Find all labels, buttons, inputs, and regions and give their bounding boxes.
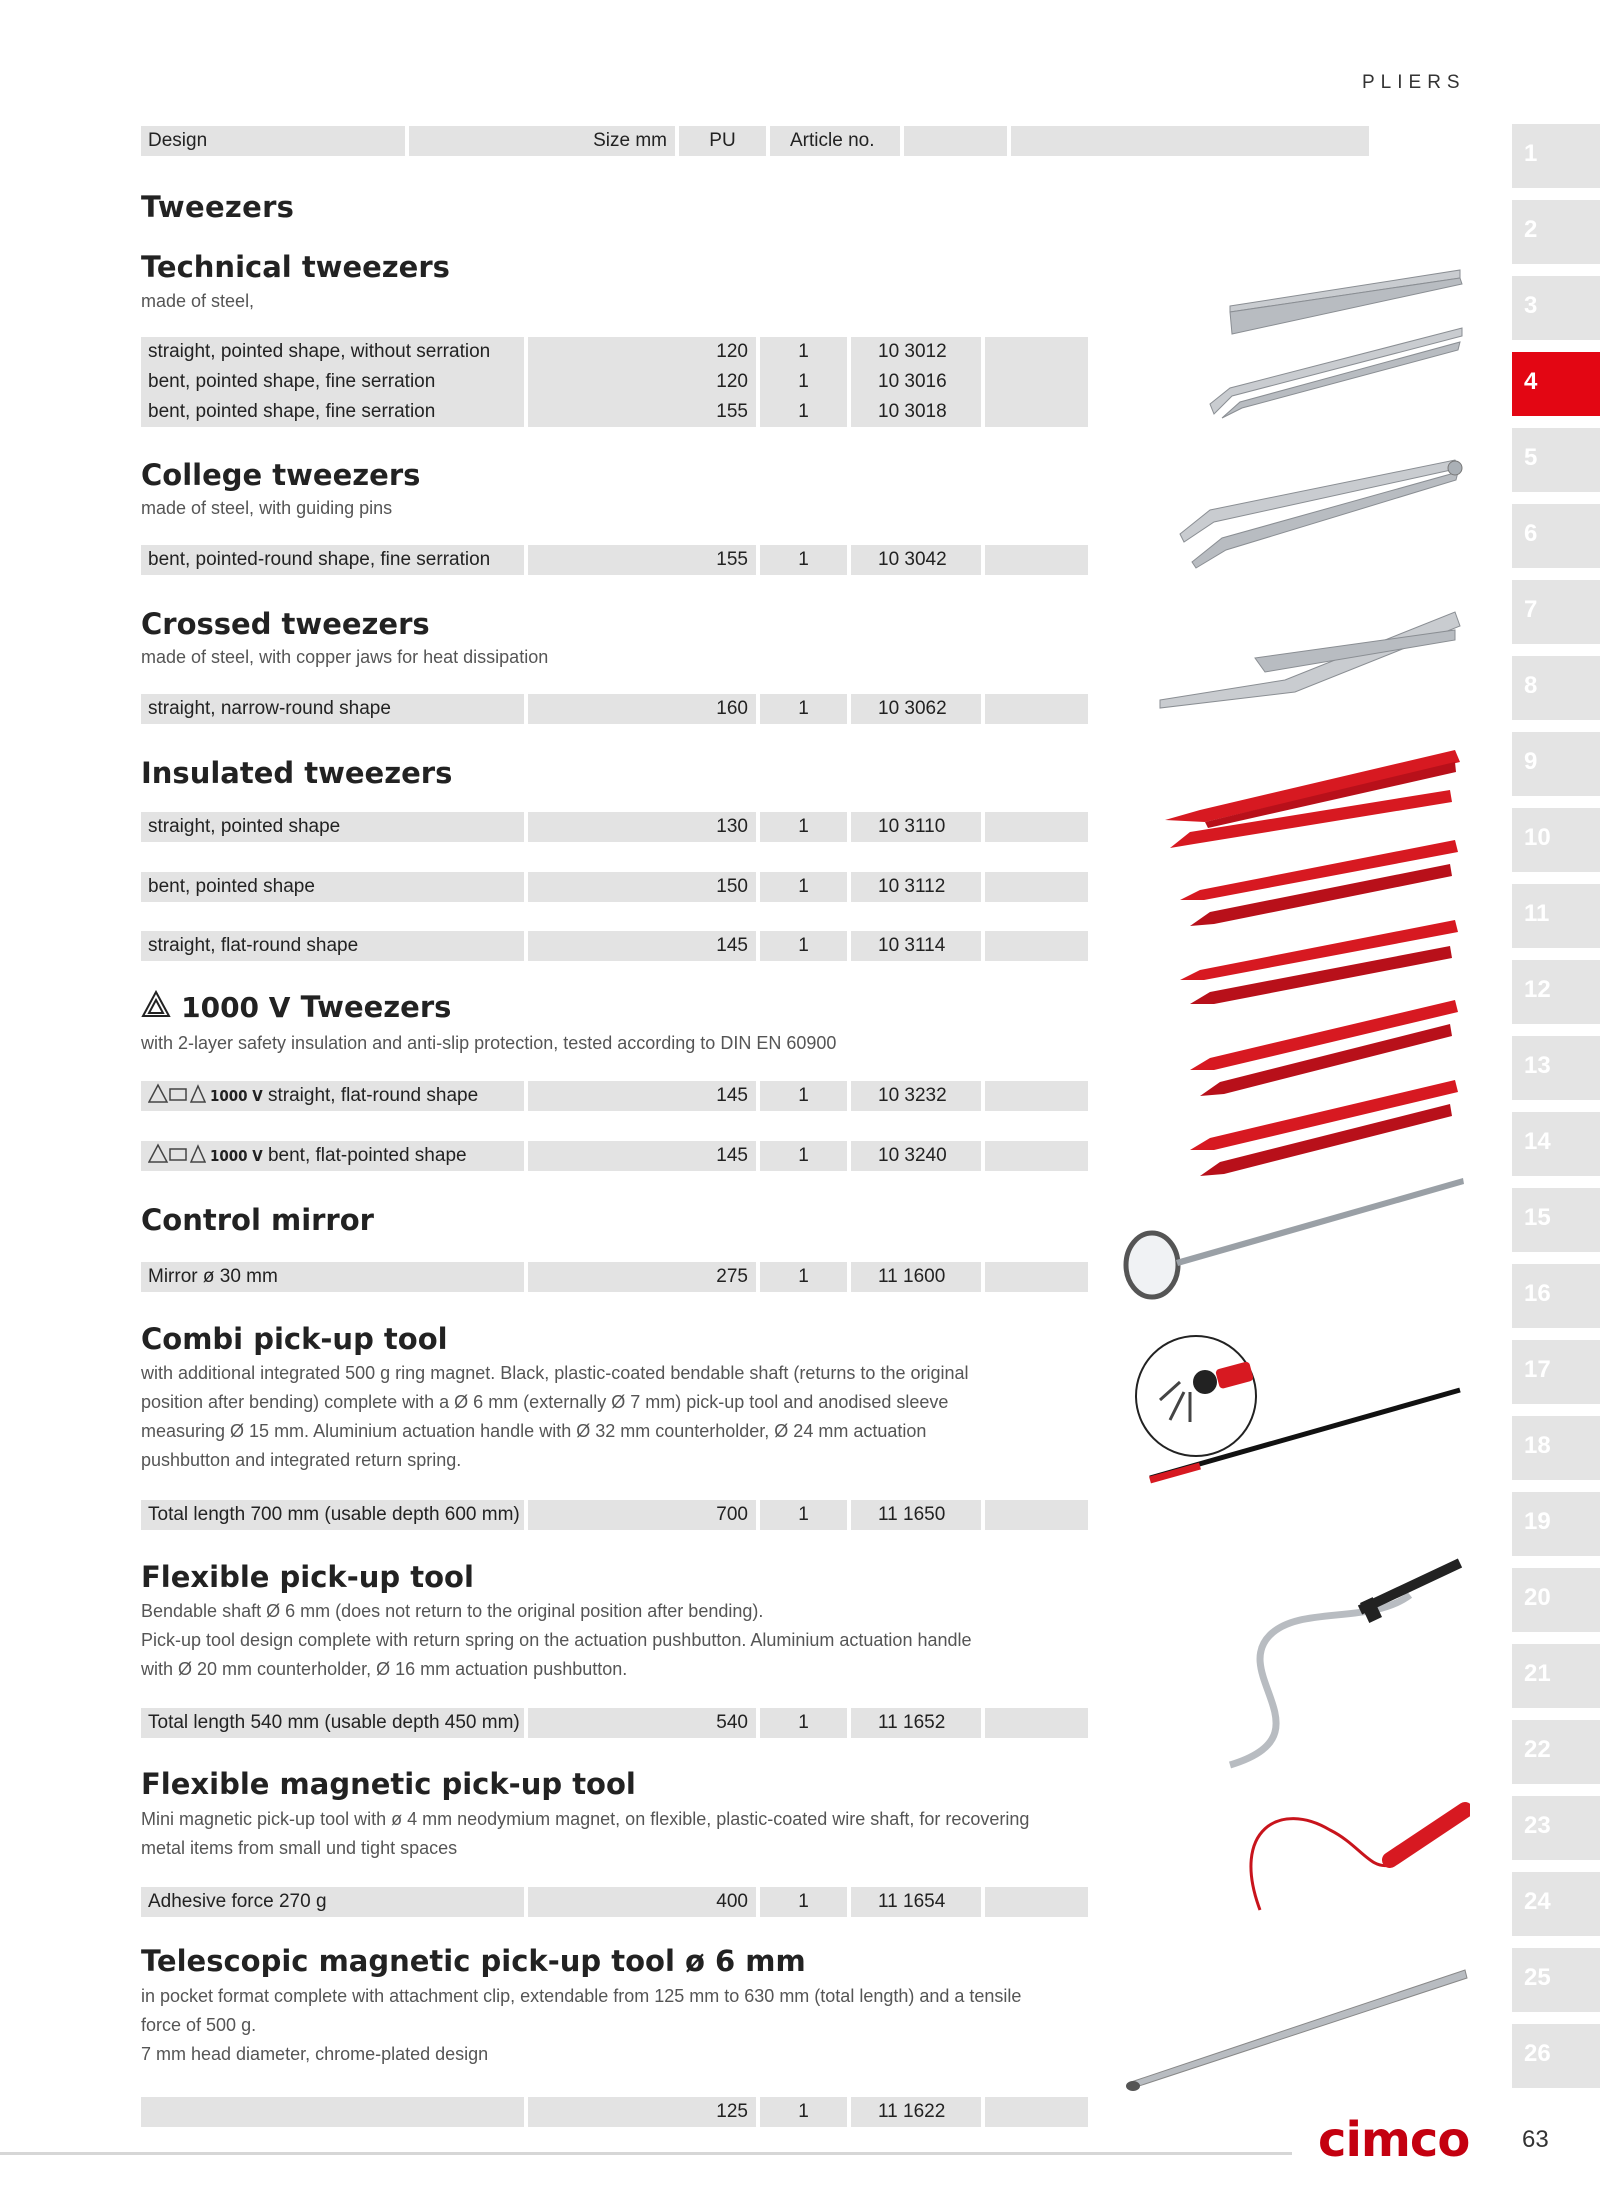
insulation-symbols-icon [148, 1083, 206, 1105]
chapter-tab-22[interactable]: 22 [1512, 1720, 1600, 1784]
chapter-tab-6[interactable]: 6 [1512, 504, 1600, 568]
chapter-tab-25[interactable]: 25 [1512, 1948, 1600, 2012]
cell-design [141, 1141, 524, 1171]
cell-size: 130 [528, 812, 756, 842]
desc-crossed-tweezers: made of steel, with copper jaws for heat dissipation [141, 647, 549, 667]
cell-pu: 1 [760, 397, 847, 427]
desc-flexible-pickup [141, 1597, 972, 1684]
section-label: PLIERS [1362, 72, 1466, 93]
chapter-tab-3[interactable]: 3 [1512, 276, 1600, 340]
chapter-tab-24[interactable]: 24 [1512, 1872, 1600, 1936]
cell-article: 10 3240 [851, 1141, 981, 1171]
table-header [141, 126, 1369, 156]
cell-design [141, 2097, 524, 2127]
cell-pu: 1 [760, 337, 847, 367]
chapter-tab-15[interactable]: 15 [1512, 1188, 1600, 1252]
cell-extra [985, 397, 1088, 427]
cell-size: 155 [528, 545, 756, 575]
cell-extra [985, 367, 1088, 397]
cell-extra [985, 1500, 1088, 1530]
table-row [141, 2097, 1088, 2127]
flexible-pickup-image [1210, 1555, 1470, 1775]
cell-pu: 1 [760, 812, 847, 842]
cell-extra [985, 1081, 1088, 1111]
cell-size: 540 [528, 1708, 756, 1738]
chapter-tab-17[interactable]: 17 [1512, 1340, 1600, 1404]
cell-pu: 1 [760, 1141, 847, 1171]
cell-article: 10 3042 [851, 545, 981, 575]
cell-extra [985, 872, 1088, 902]
desc-flexible-magnetic [141, 1805, 1029, 1863]
cell-article: 11 1600 [851, 1262, 981, 1292]
cell-pu: 1 [760, 1262, 847, 1292]
row-design: bent, pointed shape, fine serration [148, 401, 436, 422]
desc-technical-tweezers: made of steel, [141, 291, 255, 311]
chapter-tab-26[interactable]: 26 [1512, 2024, 1600, 2088]
cell-article: 11 1622 [851, 2097, 981, 2127]
cell-article: 11 1654 [851, 1887, 981, 1917]
desc-1000v-tweezers: with 2-layer safety insulation and anti-slip protection, tested according to DIN EN 60900 [141, 1033, 837, 1053]
cell-article: 11 1652 [851, 1708, 981, 1738]
table-row [141, 337, 1088, 367]
table-row [141, 694, 1088, 724]
cell-pu: 1 [760, 367, 847, 397]
header-pu: PU [679, 126, 766, 156]
row-design: straight, pointed shape, without serration [148, 341, 491, 362]
cell-design [141, 694, 524, 724]
desc-line: metal items from small und tight spaces [141, 1838, 458, 1858]
heading-flexible-magnetic: Flexible magnetic pick-up tool [141, 1767, 636, 1801]
cell-size: 145 [528, 931, 756, 961]
table-row [141, 931, 1088, 961]
cell-size: 155 [528, 397, 756, 427]
cell-design [141, 1081, 524, 1111]
row-design: bent, pointed shape, fine serration [148, 371, 436, 392]
chapter-tab-4[interactable]: 4 [1512, 352, 1600, 416]
cell-article: 10 3012 [851, 337, 981, 367]
cell-design [141, 397, 524, 427]
cell-size: 145 [528, 1141, 756, 1171]
desc-line: measuring Ø 15 mm. Aluminium actuation handle with Ø 32 mm counterholder, Ø 24 mm actuation [141, 1421, 927, 1441]
crossed-tweezers-image [1155, 600, 1465, 710]
cell-pu: 1 [760, 1708, 847, 1738]
cell-size: 125 [528, 2097, 756, 2127]
cell-article: 10 3114 [851, 931, 981, 961]
heading-telescopic-pickup: Telescopic magnetic pick-up tool ø 6 mm [141, 1944, 806, 1978]
table-row [141, 1500, 1088, 1530]
row-design: Mirror ø 30 mm [148, 1266, 278, 1287]
row-design: bent, pointed shape [148, 876, 315, 897]
flexible-magnetic-pickup-image [1240, 1790, 1470, 1920]
cell-article: 10 3110 [851, 812, 981, 842]
chapter-tab-10[interactable]: 10 [1512, 808, 1600, 872]
telescopic-pickup-image [1125, 1960, 1475, 2100]
footer-line [0, 2152, 1292, 2155]
cell-design [141, 367, 524, 397]
desc-line: with additional integrated 500 g ring magnet. Black, plastic-coated bendable shaft (returns to the original [141, 1363, 969, 1383]
chapter-tab-12[interactable]: 12 [1512, 960, 1600, 1024]
technical-tweezers-image [1170, 262, 1470, 432]
cell-article: 10 3016 [851, 367, 981, 397]
cimco-logo: cimco [1318, 2112, 1470, 2168]
desc-line: with Ø 20 mm counterholder, Ø 16 mm actuation pushbutton. [141, 1659, 628, 1679]
chapter-tab-7[interactable]: 7 [1512, 580, 1600, 644]
row-design: bent, flat-pointed shape [267, 1145, 467, 1166]
cell-design [141, 1262, 524, 1292]
cell-extra [985, 812, 1088, 842]
heading-flexible-pickup: Flexible pick-up tool [141, 1560, 474, 1594]
cell-size: 150 [528, 872, 756, 902]
insulated-tweezers-image [1160, 740, 1470, 1220]
chapter-tab-18[interactable]: 18 [1512, 1416, 1600, 1480]
desc-line: position after bending) complete with a Ø 6 mm (externally Ø 7 mm) pick-up tool and anodised sleeve [141, 1392, 949, 1412]
chapter-tab-21[interactable]: 21 [1512, 1644, 1600, 1708]
desc-combi-pickup [141, 1359, 969, 1475]
table-row [141, 367, 1088, 397]
heading-control-mirror: Control mirror [141, 1203, 374, 1237]
cell-extra [985, 1141, 1088, 1171]
cell-design [141, 1887, 524, 1917]
table-row [141, 1141, 1088, 1171]
chapter-tab-23[interactable]: 23 [1512, 1796, 1600, 1860]
cell-pu: 1 [760, 872, 847, 902]
row-design: bent, pointed-round shape, fine serration [148, 549, 491, 570]
cell-article: 10 3232 [851, 1081, 981, 1111]
heading-technical-tweezers: Technical tweezers [141, 250, 450, 284]
cell-extra [985, 545, 1088, 575]
cell-pu: 1 [760, 2097, 847, 2127]
heading-insulated-tweezers: Insulated tweezers [141, 756, 453, 790]
table-row [141, 1262, 1088, 1292]
chapter-tab-14[interactable]: 14 [1512, 1112, 1600, 1176]
table-row [141, 545, 1088, 575]
cell-extra [985, 694, 1088, 724]
chapter-tab-11[interactable]: 11 [1512, 884, 1600, 948]
cell-extra [985, 1262, 1088, 1292]
cell-design [141, 1500, 524, 1530]
row-design: Adhesive force 270 g [148, 1891, 327, 1912]
chapter-tab-16[interactable]: 16 [1512, 1264, 1600, 1328]
cell-size: 400 [528, 1887, 756, 1917]
desc-line: force of 500 g. [141, 2015, 257, 2035]
cell-size: 700 [528, 1500, 756, 1530]
cell-pu: 1 [760, 931, 847, 961]
header-size: Size mm [409, 126, 675, 156]
cell-extra [985, 1887, 1088, 1917]
row-design: straight, narrow-round shape [148, 698, 391, 719]
cell-extra [985, 931, 1088, 961]
table-row [141, 1081, 1088, 1111]
control-mirror-image [1118, 1170, 1468, 1310]
page-number: 63 [1522, 2126, 1549, 2153]
heading-college-tweezers: College tweezers [141, 458, 421, 492]
cell-pu: 1 [760, 694, 847, 724]
cell-pu: 1 [760, 1887, 847, 1917]
chapter-tab-2[interactable]: 2 [1512, 200, 1600, 264]
cell-pu: 1 [760, 1500, 847, 1530]
cell-size: 120 [528, 337, 756, 367]
desc-line: Mini magnetic pick-up tool with ø 4 mm neodymium magnet, on flexible, plastic-coated wire shaft, for recovering [141, 1809, 1030, 1829]
chapter-tab-19[interactable]: 19 [1512, 1492, 1600, 1556]
insulation-warning-icon [141, 990, 171, 1020]
row-design: straight, pointed shape [148, 816, 341, 837]
chapter-tab-1[interactable]: 1 [1512, 124, 1600, 188]
desc-line: pushbutton and integrated return spring. [141, 1450, 462, 1470]
college-tweezers-image [1170, 450, 1470, 570]
cell-design [141, 931, 524, 961]
row-design: straight, flat-round shape [267, 1085, 479, 1106]
header-design: Design [141, 126, 405, 156]
cell-article: 11 1650 [851, 1500, 981, 1530]
combi-pickup-image [1130, 1330, 1470, 1490]
insulation-symbols-icon [148, 1143, 206, 1165]
desc-line: 7 mm head diameter, chrome-plated design [141, 2044, 489, 2064]
chapter-tab-13[interactable]: 13 [1512, 1036, 1600, 1100]
table-row [141, 1887, 1088, 1917]
cell-extra [985, 2097, 1088, 2127]
cell-article: 10 3018 [851, 397, 981, 427]
row-prefix: 1000 V [210, 1087, 263, 1105]
desc-line: in pocket format complete with attachment clip, extendable from 125 mm to 630 mm (total length) and a tensile [141, 1986, 1022, 2006]
row-design: Total length 700 mm (usable depth 600 mm) [148, 1504, 520, 1525]
table-row [141, 397, 1088, 427]
cell-extra [985, 1708, 1088, 1738]
desc-college-tweezers: made of steel, with guiding pins [141, 498, 393, 518]
cell-extra [985, 337, 1088, 367]
heading-combi-pickup: Combi pick-up tool [141, 1322, 448, 1356]
cell-size: 120 [528, 367, 756, 397]
cell-size: 160 [528, 694, 756, 724]
heading-1000v-prefix: 1000 V [181, 991, 291, 1024]
chapter-tab-5[interactable]: 5 [1512, 428, 1600, 492]
cell-size: 145 [528, 1081, 756, 1111]
row-design: straight, flat-round shape [148, 935, 359, 956]
heading-1000v-title: Tweezers [300, 990, 452, 1024]
desc-line: Bendable shaft Ø 6 mm (does not return to the original position after bending). [141, 1601, 764, 1621]
cell-article: 10 3112 [851, 872, 981, 902]
cell-size: 275 [528, 1262, 756, 1292]
cell-pu: 1 [760, 1081, 847, 1111]
cell-pu: 1 [760, 545, 847, 575]
heading-crossed-tweezers: Crossed tweezers [141, 607, 430, 641]
cell-design [141, 337, 524, 367]
row-design: Total length 540 mm (usable depth 450 mm) [148, 1712, 520, 1733]
cell-design [141, 1708, 524, 1738]
table-row [141, 1708, 1088, 1738]
table-row [141, 812, 1088, 842]
heading-tweezers: Tweezers [141, 190, 295, 224]
cell-design [141, 872, 524, 902]
cell-design [141, 812, 524, 842]
chapter-tab-8[interactable]: 8 [1512, 656, 1600, 720]
header-article: Article no. [770, 126, 900, 156]
cell-design [141, 545, 524, 575]
row-prefix: 1000 V [210, 1147, 263, 1165]
chapter-tab-20[interactable]: 20 [1512, 1568, 1600, 1632]
cell-article: 10 3062 [851, 694, 981, 724]
heading-1000v-tweezers [141, 990, 451, 1024]
desc-line: Pick-up tool design complete with return spring on the actuation pushbutton. Aluminium actuation handle [141, 1630, 972, 1650]
desc-telescopic-pickup [141, 1982, 1021, 2069]
chapter-tab-9[interactable]: 9 [1512, 732, 1600, 796]
table-row [141, 872, 1088, 902]
